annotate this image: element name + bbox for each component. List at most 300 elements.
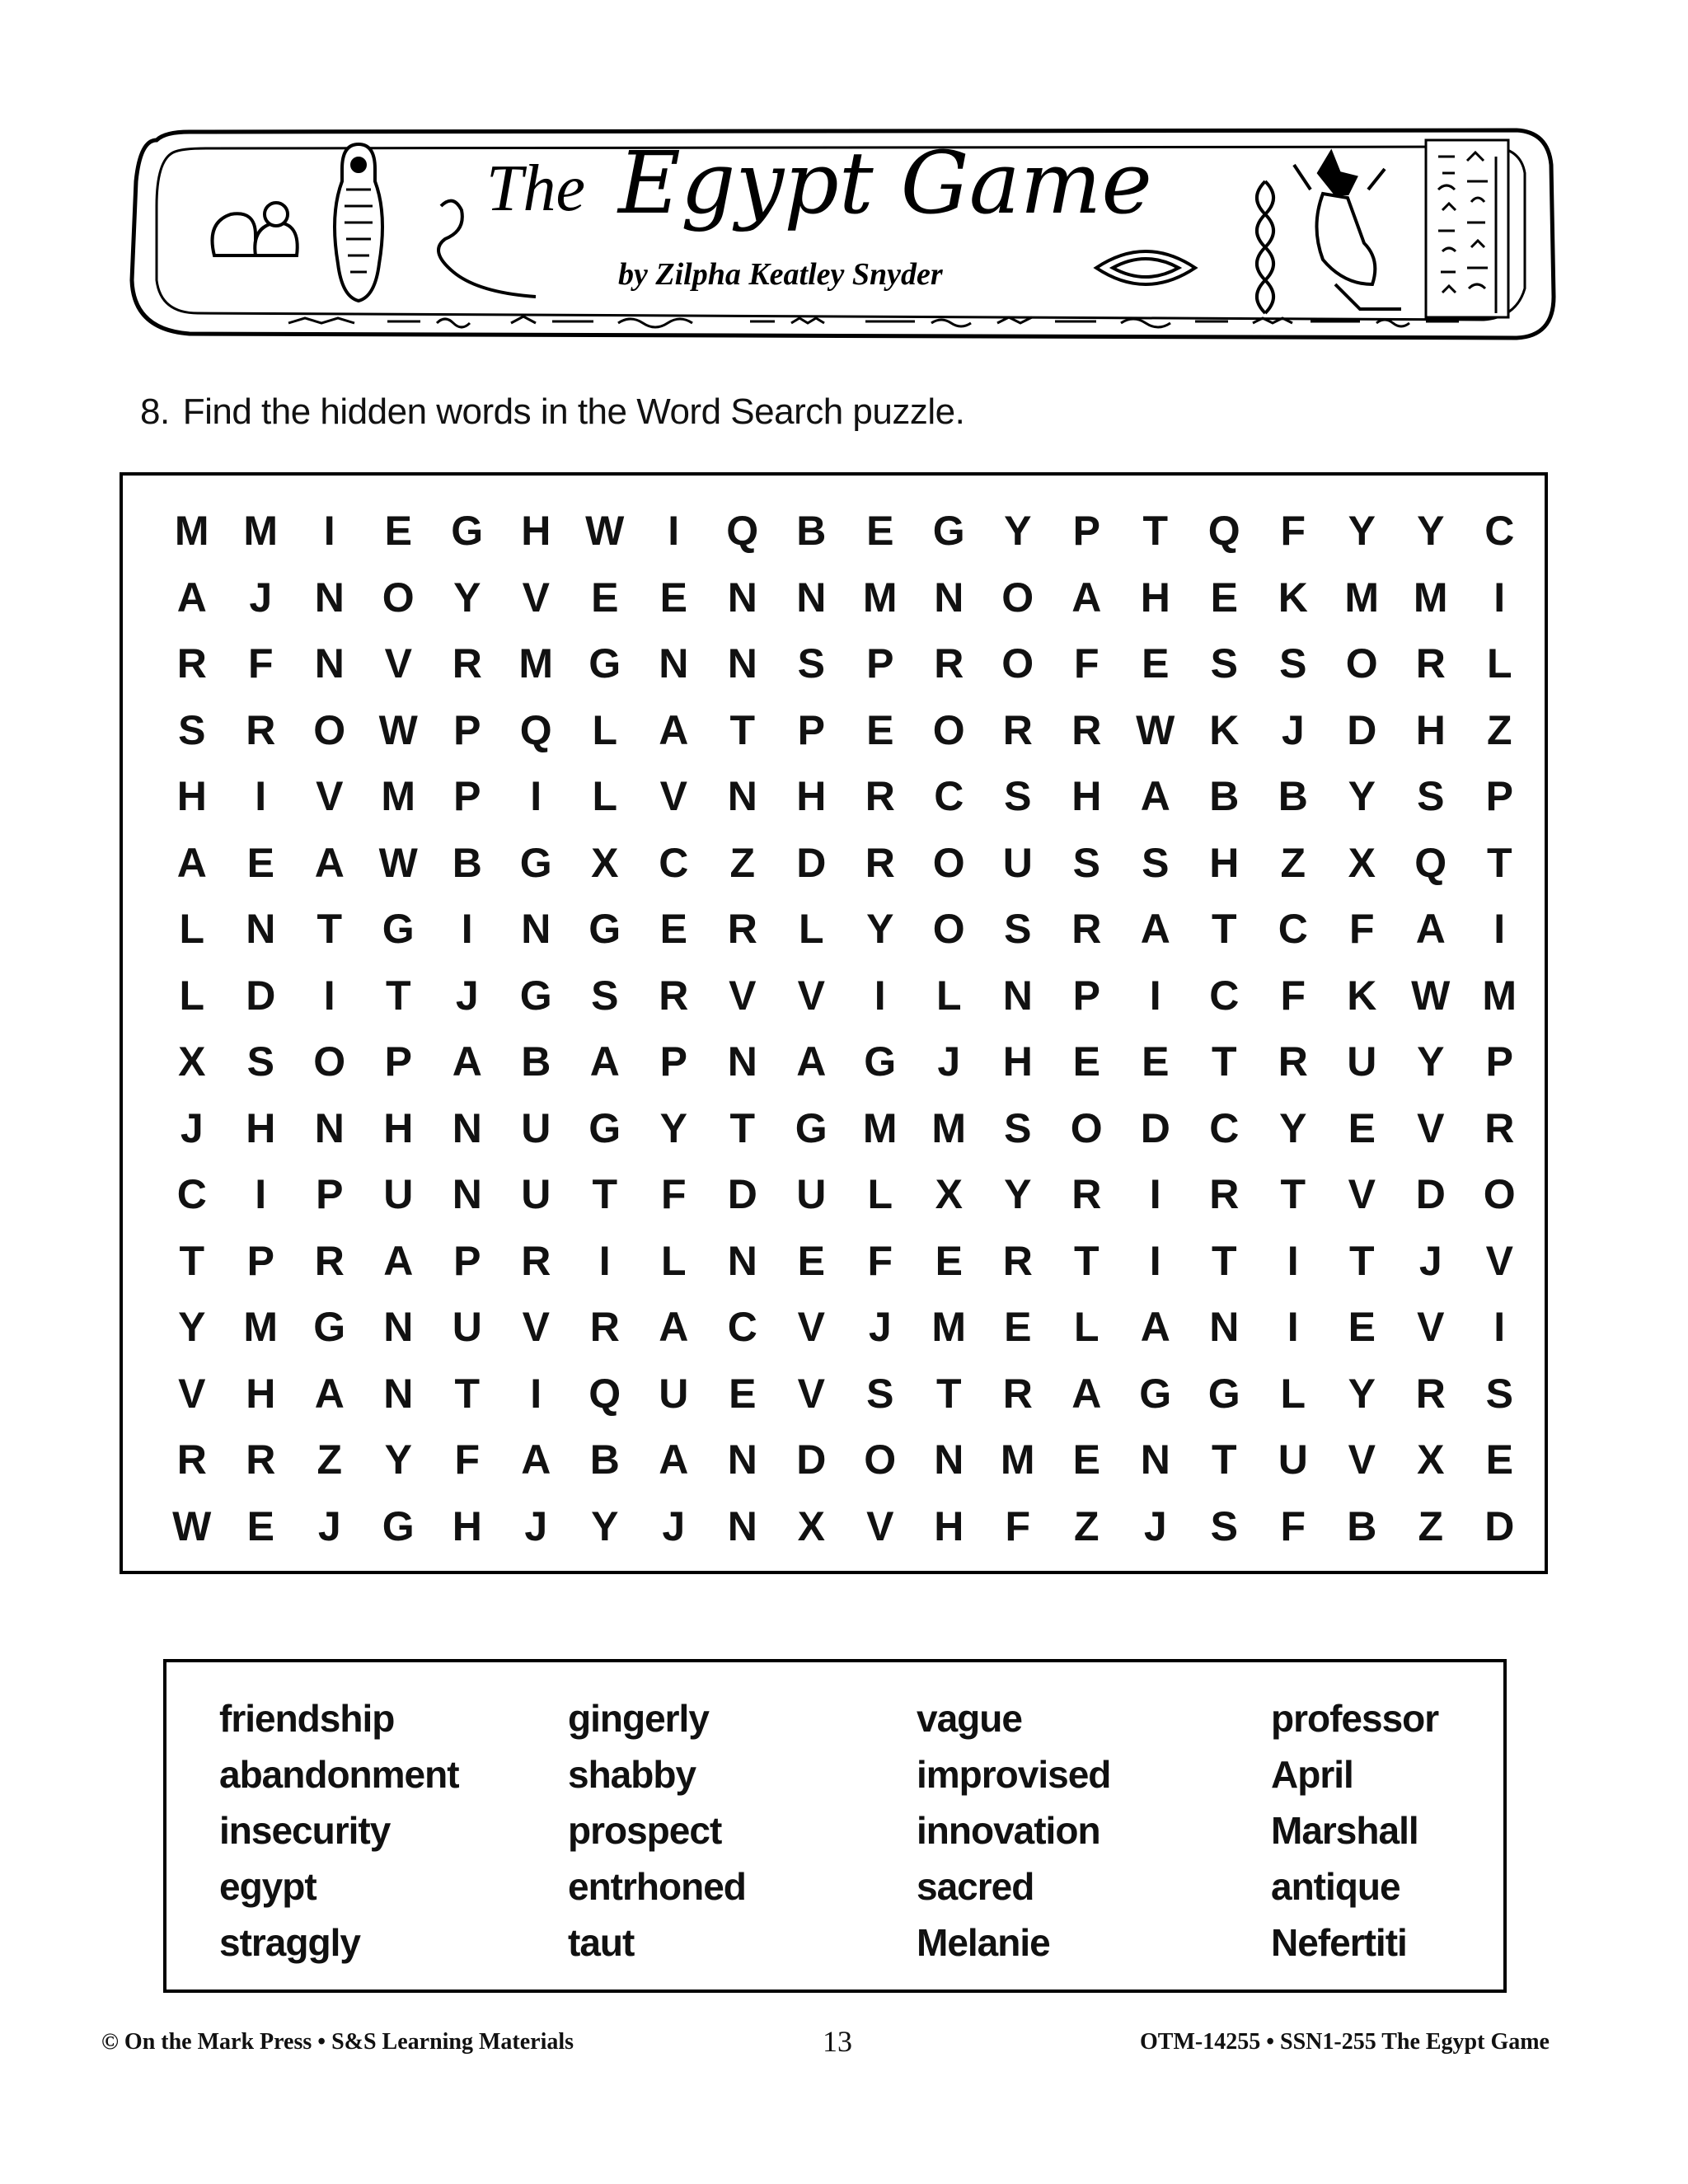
grid-letter: M <box>862 1104 898 1151</box>
grid-letter: Y <box>1417 508 1445 554</box>
grid-letter: M <box>931 1104 967 1151</box>
grid-row <box>157 1165 1536 1232</box>
grid-letter: L <box>179 906 205 952</box>
grid-letter: N <box>314 1104 345 1151</box>
grid-letter: P <box>866 640 894 687</box>
word-item: entrhoned <box>568 1865 746 1908</box>
grid-letter: R <box>176 1436 207 1483</box>
grid-letter: N <box>452 1171 482 1217</box>
grid-row <box>157 1431 1536 1497</box>
grid-letter: C <box>934 773 964 819</box>
grid-letter: A <box>176 839 207 886</box>
word-item: antique <box>1271 1865 1400 1908</box>
grid-letter: I <box>461 906 473 952</box>
grid-letter: A <box>452 1038 482 1085</box>
grid-letter: R <box>1209 1171 1240 1217</box>
grid-letter: F <box>454 1436 481 1483</box>
mummy-icon <box>335 144 382 301</box>
grid-letter: O <box>1483 1171 1516 1217</box>
grid-letter: L <box>592 773 618 819</box>
grid-letter: B <box>589 1436 620 1483</box>
grid-letter: I <box>668 508 680 554</box>
grid-letter: N <box>727 1237 757 1284</box>
grid-letter: R <box>1002 1237 1033 1284</box>
grid-letter: Y <box>1348 1370 1376 1417</box>
grid-letter: G <box>451 508 484 554</box>
grid-letter: H <box>796 773 827 819</box>
grid-letter: O <box>1001 574 1034 621</box>
grid-letter: P <box>453 773 481 819</box>
grid-letter: X <box>591 839 619 886</box>
grid-letter: D <box>1140 1104 1170 1151</box>
word-item: innovation <box>917 1809 1100 1852</box>
grid-letter: Y <box>1348 773 1376 819</box>
word-item: professor <box>1271 1697 1439 1740</box>
word-item: Marshall <box>1271 1809 1418 1852</box>
grid-letter: R <box>1071 706 1102 753</box>
grid-letter: S <box>866 1370 894 1417</box>
grid-letter: S <box>1210 640 1238 687</box>
grid-letter: E <box>1485 1436 1513 1483</box>
grid-letters <box>157 502 1536 1563</box>
grid-letter: E <box>797 1237 825 1284</box>
grid-letter: E <box>1072 1436 1100 1483</box>
grid-letter: T <box>592 1171 618 1217</box>
grid-letter: G <box>588 906 621 952</box>
word-item: Nefertiti <box>1271 1921 1407 1964</box>
instruction-text: Find the hidden words in the Word Search puzzle. <box>182 391 965 432</box>
grid-letter: Z <box>1486 706 1512 753</box>
grid-letter: J <box>937 1038 961 1085</box>
question-number: 8. <box>140 391 170 432</box>
grid-letter: I <box>1493 574 1506 621</box>
grid-letter: E <box>659 574 687 621</box>
grid-letter: B <box>1347 1502 1377 1549</box>
footer <box>0 2025 1688 2070</box>
grid-letter: S <box>1485 1370 1513 1417</box>
grid-row <box>157 900 1536 967</box>
word-list <box>163 1659 1507 1993</box>
grid-letter: L <box>1280 1370 1306 1417</box>
grid-letter: P <box>246 1237 274 1284</box>
grid-letter: M <box>862 574 898 621</box>
grid-letter: D <box>796 839 827 886</box>
word-column-4 <box>1271 1697 1438 1977</box>
grid-letter: V <box>1348 1171 1376 1217</box>
grid-letter: R <box>1415 1370 1446 1417</box>
grid-letter: H <box>934 1502 964 1549</box>
grid-letter: R <box>865 773 895 819</box>
grid-letter: E <box>935 1237 963 1284</box>
grid-letter: J <box>1281 706 1305 753</box>
grid-letter: V <box>522 574 550 621</box>
grid-letter: V <box>178 1370 206 1417</box>
grid-letter: J <box>524 1502 548 1549</box>
grid-letter: S <box>1004 773 1032 819</box>
grid-letter: Y <box>591 1502 619 1549</box>
grid-letter: N <box>727 640 757 687</box>
grid-letter: N <box>383 1304 414 1350</box>
grid-letter: P <box>316 1171 344 1217</box>
grid-letter: O <box>932 906 965 952</box>
grid-letter: V <box>659 773 687 819</box>
grid-letter: F <box>660 1171 687 1217</box>
grid-letter: W <box>1136 706 1175 753</box>
grid-letter: U <box>796 1171 827 1217</box>
grid-letter: A <box>1415 906 1446 952</box>
grid-letter: J <box>1418 1237 1442 1284</box>
grid-letter: E <box>1348 1104 1376 1151</box>
grid-letter: Z <box>1073 1502 1100 1549</box>
grid-letter: T <box>316 906 343 952</box>
grid-letter: D <box>796 1436 827 1483</box>
grid-letter: S <box>591 972 619 1019</box>
grid-letter: M <box>518 640 554 687</box>
word-item: shabby <box>568 1753 696 1796</box>
grid-letter: R <box>246 1436 276 1483</box>
grid-letter: B <box>521 1038 551 1085</box>
grid-letter: N <box>727 1502 757 1549</box>
grid-letter: B <box>796 508 827 554</box>
grid-letter: J <box>1143 1502 1167 1549</box>
grid-letter: I <box>874 972 886 1019</box>
grid-letter: N <box>1002 972 1033 1019</box>
grid-letter: L <box>1073 1304 1100 1350</box>
word-item: straggly <box>219 1921 360 1964</box>
grid-letter: Y <box>178 1304 206 1350</box>
grid-letter: Z <box>1418 1502 1444 1549</box>
grid-letter: D <box>246 972 276 1019</box>
grid-letter: K <box>1278 574 1308 621</box>
grid-letter: P <box>453 706 481 753</box>
word-column-1 <box>219 1697 459 1977</box>
grid-row <box>157 502 1536 569</box>
grid-letter: D <box>1484 1502 1515 1549</box>
grid-letter: A <box>176 574 207 621</box>
grid-letter: T <box>1211 1436 1237 1483</box>
grid-letter: T <box>729 706 756 753</box>
grid-letter: R <box>1278 1038 1308 1085</box>
grid-letter: N <box>1140 1436 1170 1483</box>
grid-letter: B <box>1278 773 1308 819</box>
grid-letter: V <box>522 1304 550 1350</box>
grid-letter: C <box>1209 972 1240 1019</box>
grid-letter: U <box>1002 839 1033 886</box>
grid-letter: P <box>659 1038 687 1085</box>
grid-letter: Q <box>519 706 552 753</box>
grid-letter: O <box>864 1436 897 1483</box>
grid-letter: I <box>598 1237 611 1284</box>
grid-letter: U <box>1278 1436 1308 1483</box>
grid-letter: R <box>1415 640 1446 687</box>
grid-letter: H <box>1209 839 1240 886</box>
grid-letter: V <box>1485 1237 1513 1284</box>
grid-letter: T <box>385 972 411 1019</box>
grid-letter: I <box>1149 1237 1161 1284</box>
grid-letter: O <box>313 1038 346 1085</box>
grid-letter: F <box>1348 906 1375 952</box>
grid-letter: P <box>1072 508 1100 554</box>
grid-letter: H <box>1415 706 1446 753</box>
grid-letter: O <box>1345 640 1378 687</box>
grid-letter: A <box>1071 574 1102 621</box>
footer-copyright: © On the Mark Press • S&S Learning Materials <box>101 2029 574 2055</box>
word-item: vague <box>917 1697 1022 1740</box>
grid-letter: Y <box>659 1104 687 1151</box>
grid-letter: S <box>1004 1104 1032 1151</box>
grid-letter: T <box>179 1237 205 1284</box>
grid-letter: A <box>659 706 689 753</box>
grid-letter: R <box>865 839 895 886</box>
grid-letter: M <box>243 508 279 554</box>
grid-letter: K <box>1347 972 1377 1019</box>
grid-letter: I <box>255 773 267 819</box>
grid-row <box>157 834 1536 901</box>
grid-letter: W <box>378 839 418 886</box>
grid-row <box>157 767 1536 834</box>
grid-letter: P <box>1485 773 1513 819</box>
grid-letter: Y <box>1417 1038 1445 1085</box>
grid-letter: Y <box>1279 1104 1307 1151</box>
grid-letter: M <box>1000 1436 1035 1483</box>
grid-letter: G <box>1207 1370 1240 1417</box>
grid-letter: H <box>1071 773 1102 819</box>
grid-letter: F <box>247 640 274 687</box>
grid-letter: J <box>868 1304 892 1350</box>
grid-row <box>157 1099 1536 1166</box>
grid-letter: X <box>178 1038 206 1085</box>
grid-letter: R <box>1002 1370 1033 1417</box>
grid-letter: E <box>246 839 274 886</box>
grid-letter: T <box>1211 1237 1237 1284</box>
grid-letter: Z <box>1280 839 1306 886</box>
grid-letter: G <box>382 906 415 952</box>
grid-letter: R <box>176 640 207 687</box>
grid-letter: I <box>530 773 542 819</box>
grid-letter: E <box>1004 1304 1032 1350</box>
grid-letter: S <box>1072 839 1100 886</box>
grid-letter: U <box>383 1171 414 1217</box>
instruction <box>140 391 964 433</box>
grid-letter: Y <box>866 906 894 952</box>
grid-letter: V <box>797 1370 825 1417</box>
grid-letter: V <box>1348 1436 1376 1483</box>
grid-letter: N <box>934 574 964 621</box>
grid-letter: F <box>1073 640 1100 687</box>
grid-letter: E <box>591 574 619 621</box>
word-item: sacred <box>917 1865 1034 1908</box>
grid-row <box>157 1298 1536 1365</box>
grid-letter: U <box>521 1104 551 1151</box>
grid-letter: R <box>452 640 482 687</box>
grid-letter: T <box>1486 839 1512 886</box>
word-item: abandonment <box>219 1753 459 1796</box>
grid-letter: O <box>313 706 346 753</box>
grid-letter: T <box>935 1370 962 1417</box>
grid-letter: Y <box>384 1436 412 1483</box>
word-item: prospect <box>568 1809 722 1852</box>
word-item: egypt <box>219 1865 316 1908</box>
grid-letter: H <box>383 1104 414 1151</box>
grid-letter: R <box>1071 1171 1102 1217</box>
word-column-3 <box>917 1697 1110 1977</box>
grid-letter: H <box>452 1502 482 1549</box>
grid-letter: A <box>659 1304 689 1350</box>
grid-row <box>157 1033 1536 1099</box>
grid-letter: G <box>1139 1370 1172 1417</box>
grid-letter: M <box>1482 972 1517 1019</box>
grid-letter: H <box>521 508 551 554</box>
grid-letter: N <box>452 1104 482 1151</box>
grid-letter: M <box>1344 574 1380 621</box>
grid-letter: E <box>246 1502 274 1549</box>
grid-letter: L <box>867 1171 893 1217</box>
grid-letter: H <box>176 773 207 819</box>
grid-letter: X <box>935 1171 963 1217</box>
grid-letter: E <box>866 508 894 554</box>
grid-letter: O <box>932 839 965 886</box>
grid-letter: S <box>1210 1502 1238 1549</box>
grid-letter: A <box>314 839 345 886</box>
grid-letter: I <box>1287 1237 1299 1284</box>
grid-letter: R <box>934 640 964 687</box>
grid-letter: C <box>659 839 689 886</box>
grid-letter: A <box>521 1436 551 1483</box>
word-item: taut <box>568 1921 635 1964</box>
papyrus-scroll-illustration <box>124 115 1558 342</box>
grid-letter: X <box>797 1502 825 1549</box>
grid-letter: G <box>864 1038 897 1085</box>
grid-letter: E <box>384 508 412 554</box>
word-search-grid <box>120 472 1548 1574</box>
grid-letter: U <box>521 1171 551 1217</box>
grid-letter: H <box>1140 574 1170 621</box>
grid-letter: C <box>727 1304 757 1350</box>
grid-letter: E <box>1142 1038 1170 1085</box>
grid-letter: A <box>1140 1304 1170 1350</box>
grid-letter: A <box>589 1038 620 1085</box>
grid-letter: J <box>180 1104 204 1151</box>
grid-letter: O <box>932 706 965 753</box>
grid-letter: N <box>314 640 345 687</box>
grid-letter: N <box>521 906 551 952</box>
grid-letter: Q <box>726 508 759 554</box>
grid-letter: R <box>659 972 689 1019</box>
grid-letter: P <box>384 1038 412 1085</box>
grid-letter: I <box>530 1370 542 1417</box>
grid-letter: R <box>521 1237 551 1284</box>
grid-letter: A <box>383 1237 414 1284</box>
grid-letter: W <box>172 1502 212 1549</box>
grid-letter: A <box>1071 1370 1102 1417</box>
grid-letter: U <box>1347 1038 1377 1085</box>
grid-letter: P <box>1072 972 1100 1019</box>
grid-letter: I <box>1149 1171 1161 1217</box>
grid-letter: G <box>382 1502 415 1549</box>
grid-letter: G <box>519 972 552 1019</box>
grid-letter: J <box>249 574 273 621</box>
grid-letter: E <box>1072 1038 1100 1085</box>
grid-letter: D <box>1347 706 1377 753</box>
grid-letter: T <box>1211 1038 1237 1085</box>
banner-byline: by Zilpha Keatley Snyder <box>618 257 943 292</box>
grid-letter: G <box>795 1104 828 1151</box>
grid-letter: Z <box>729 839 756 886</box>
grid-letter: R <box>314 1237 345 1284</box>
grid-letter: N <box>383 1370 414 1417</box>
grid-letter: E <box>1210 574 1238 621</box>
grid-letter: N <box>727 773 757 819</box>
grid-letter: H <box>246 1104 276 1151</box>
grid-row <box>157 569 1536 635</box>
grid-letter: V <box>1417 1304 1445 1350</box>
grid-letter: I <box>323 508 335 554</box>
title-banner <box>124 115 1558 342</box>
grid-letter: I <box>1493 906 1506 952</box>
grid-letter: T <box>454 1370 481 1417</box>
grid-letter: P <box>797 706 825 753</box>
grid-letter: M <box>931 1304 967 1350</box>
grid-letter: D <box>1415 1171 1446 1217</box>
footer-product-code: OTM-14255 • SSN1-255 The Egypt Game <box>1140 2029 1550 2055</box>
grid-letter: F <box>1005 1502 1031 1549</box>
grid-letter: V <box>1417 1104 1445 1151</box>
grid-letter: J <box>455 972 479 1019</box>
page-number: 13 <box>823 2025 852 2058</box>
grid-letter: P <box>453 1237 481 1284</box>
grid-row <box>157 967 1536 1033</box>
grid-letter: S <box>1142 839 1170 886</box>
grid-letter: G <box>519 839 552 886</box>
grid-letter: T <box>1142 508 1169 554</box>
grid-letter: A <box>659 1436 689 1483</box>
grid-letter: N <box>727 1038 757 1085</box>
grid-letter: I <box>1287 1304 1299 1350</box>
grid-letter: V <box>797 972 825 1019</box>
grid-letter: R <box>1484 1104 1515 1151</box>
grid-letter: J <box>317 1502 341 1549</box>
grid-letter: V <box>797 1304 825 1350</box>
grid-letter: E <box>1142 640 1170 687</box>
grid-letter: U <box>452 1304 482 1350</box>
grid-letter: A <box>314 1370 345 1417</box>
grid-letter: R <box>727 906 757 952</box>
grid-letter: N <box>314 574 345 621</box>
grid-letter: G <box>932 508 965 554</box>
grid-letter: I <box>323 972 335 1019</box>
grid-letter: C <box>1278 906 1308 952</box>
grid-letter: G <box>313 1304 346 1350</box>
word-item: April <box>1271 1753 1353 1796</box>
grid-letter: M <box>174 508 209 554</box>
grid-letter: A <box>1140 773 1170 819</box>
grid-letter: G <box>588 1104 621 1151</box>
grid-letter: N <box>246 906 276 952</box>
grid-letter: F <box>1280 1502 1306 1549</box>
grid-letter: V <box>866 1502 894 1549</box>
grid-letter: S <box>1279 640 1307 687</box>
grid-letter: S <box>1417 773 1445 819</box>
grid-letter: I <box>1493 1304 1506 1350</box>
grid-letter: G <box>588 640 621 687</box>
grid-row <box>157 1232 1536 1299</box>
grid-letter: T <box>729 1104 756 1151</box>
grid-letter: C <box>1484 508 1515 554</box>
grid-letter: L <box>592 706 618 753</box>
grid-letter: E <box>729 1370 757 1417</box>
grid-letter: F <box>1280 972 1306 1019</box>
grid-letter: C <box>1209 1104 1240 1151</box>
